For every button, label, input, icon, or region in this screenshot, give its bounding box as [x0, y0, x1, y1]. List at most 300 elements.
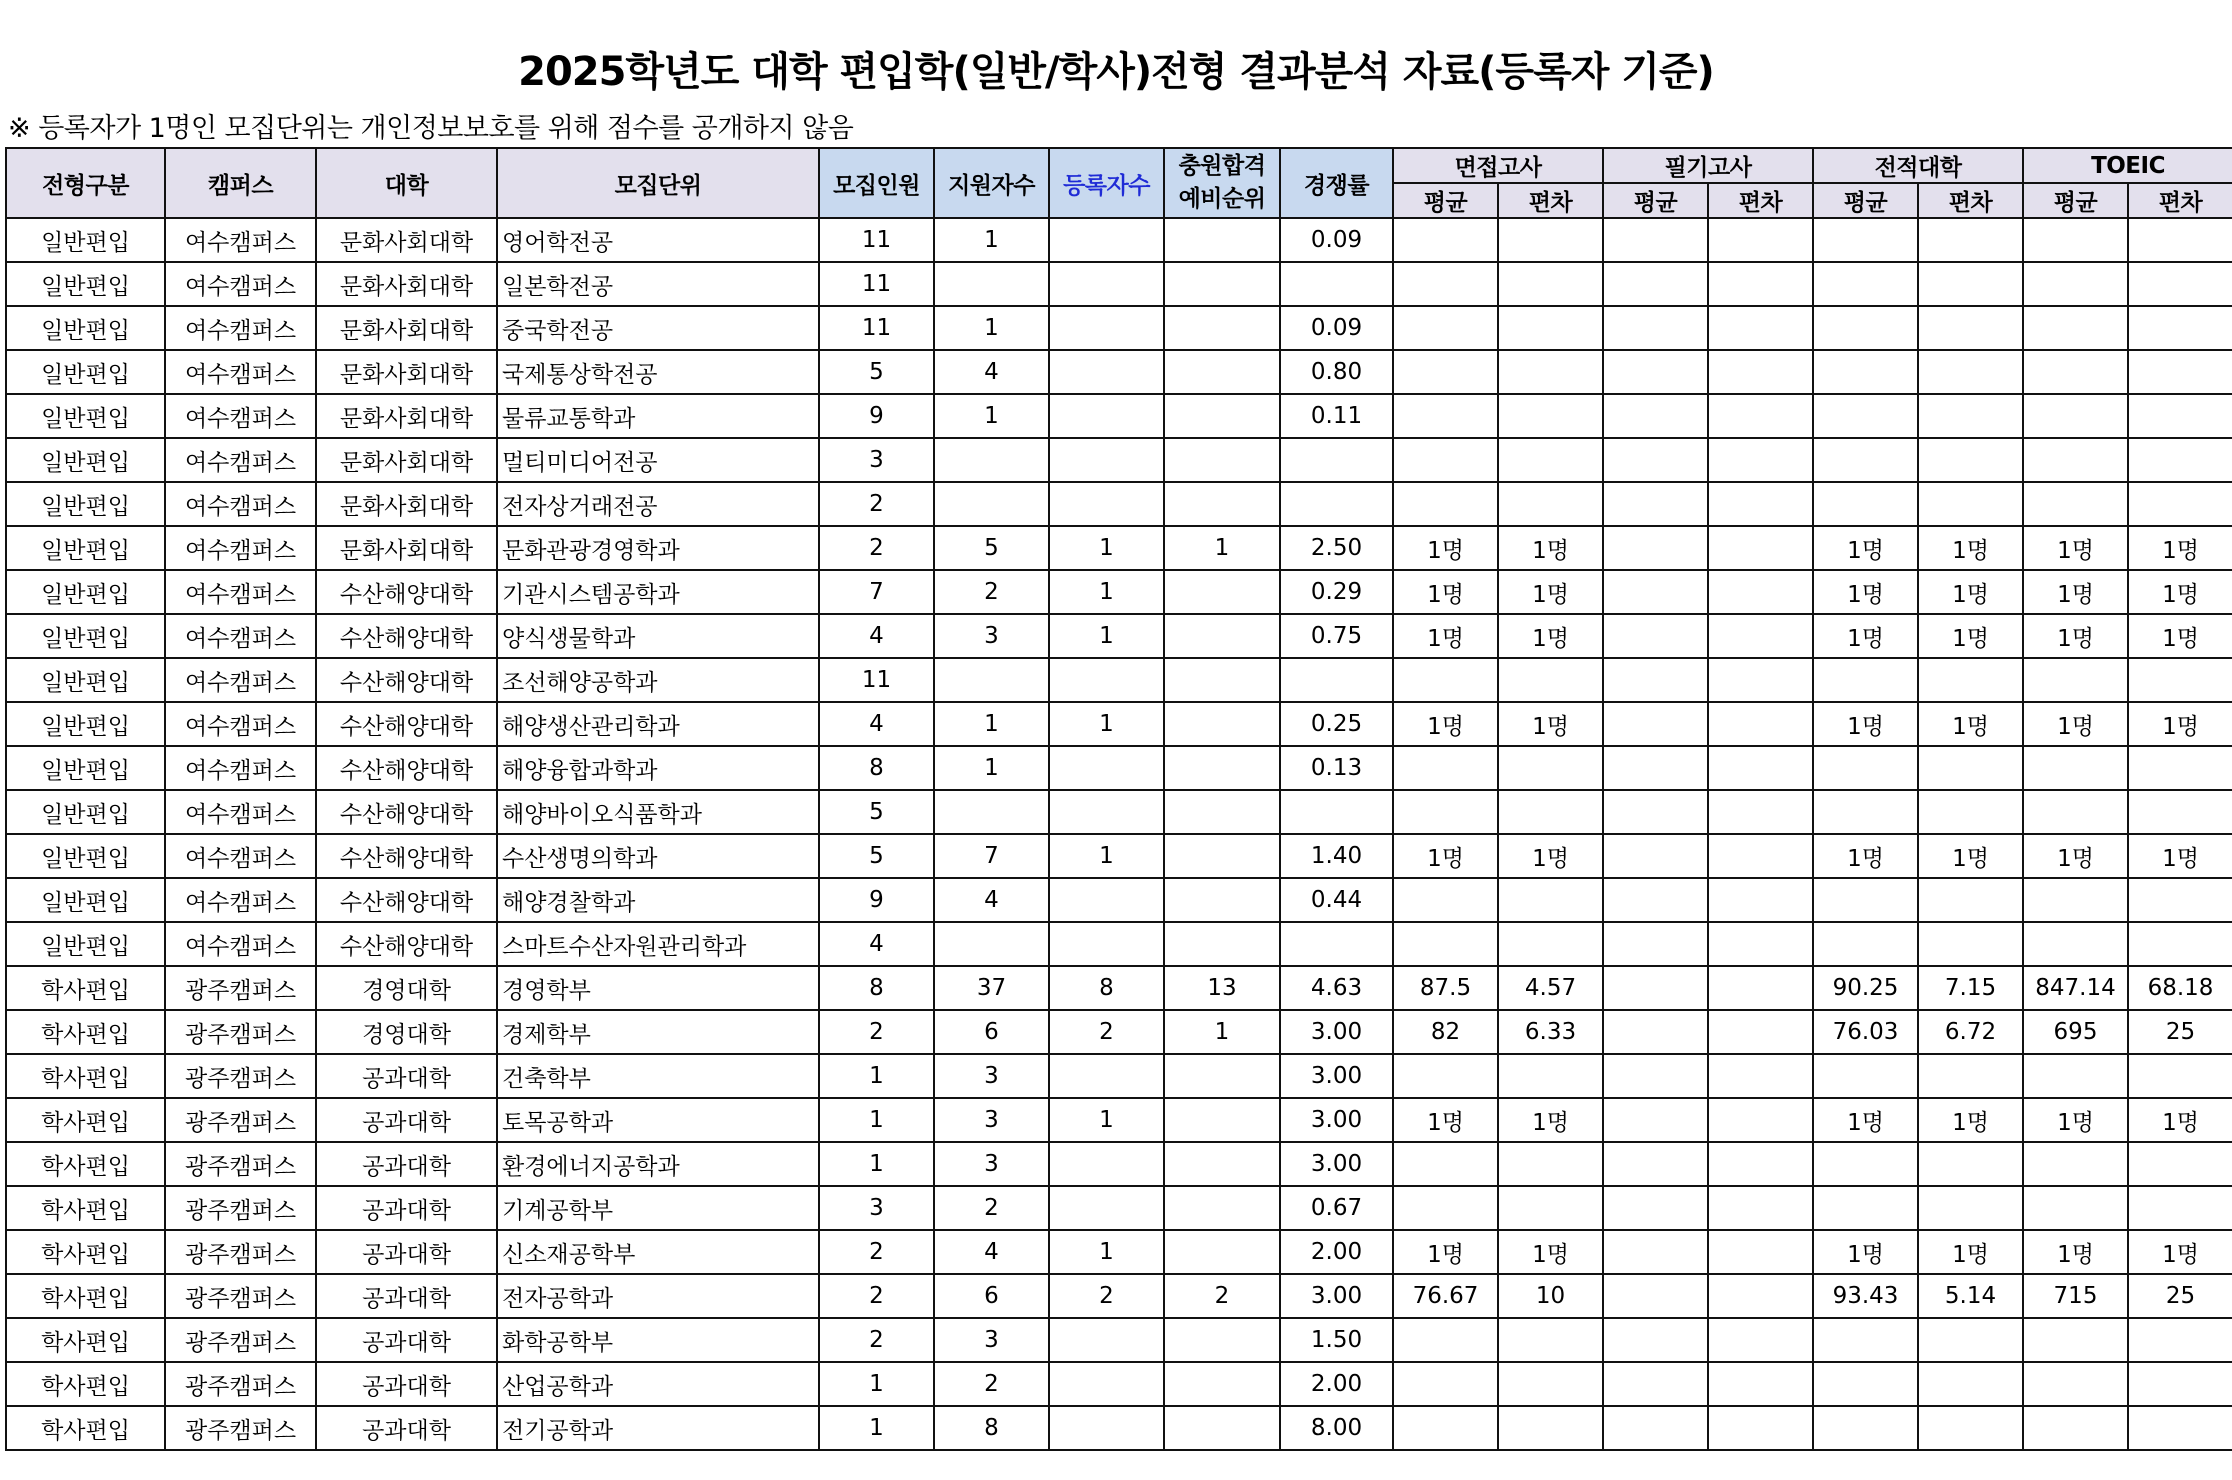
cell-applicants: 3 [934, 1318, 1049, 1362]
header-campus: 캠퍼스 [165, 148, 316, 218]
cell-college: 문화사회대학 [316, 262, 497, 306]
cell-written-avg [1603, 306, 1708, 350]
cell-applicants [934, 790, 1049, 834]
cell-toeic-dev: 1명 [2128, 834, 2232, 878]
cell-applicants: 37 [934, 966, 1049, 1010]
cell-college: 문화사회대학 [316, 350, 497, 394]
cell-unit: 기계공학부 [497, 1186, 819, 1230]
cell-campus: 광주캠퍼스 [165, 1142, 316, 1186]
cell-competition [1280, 438, 1393, 482]
table-row [6, 702, 2232, 746]
cell-written-dev [1708, 1010, 1813, 1054]
cell-toeic-dev: 1명 [2128, 1230, 2232, 1274]
cell-college: 수산해양대학 [316, 658, 497, 702]
cell-unit: 해양융합과학과 [497, 746, 819, 790]
cell-prior-dev: 1명 [1918, 1098, 2023, 1142]
cell-written-avg [1603, 1274, 1708, 1318]
cell-interview-dev [1498, 350, 1603, 394]
cell-competition: 3.00 [1280, 1054, 1393, 1098]
cell-written-dev [1708, 1230, 1813, 1274]
cell-applicants [934, 658, 1049, 702]
header-waitlist [1164, 148, 1280, 218]
cell-quota: 8 [819, 746, 934, 790]
cell-waitlist [1164, 922, 1280, 966]
cell-prior-avg [1813, 262, 1918, 306]
cell-written-avg [1603, 834, 1708, 878]
cell-registered [1049, 658, 1164, 702]
cell-unit: 해양경찰학과 [497, 878, 819, 922]
cell-quota: 2 [819, 1230, 934, 1274]
cell-written-avg [1603, 394, 1708, 438]
cell-quota: 2 [819, 1318, 934, 1362]
cell-unit: 경제학부 [497, 1010, 819, 1054]
cell-toeic-dev [2128, 746, 2232, 790]
cell-interview-avg: 1명 [1393, 526, 1498, 570]
header-prior-dev: 편차 [1918, 183, 2023, 218]
cell-waitlist [1164, 394, 1280, 438]
cell-prior-dev [1918, 218, 2023, 262]
cell-type: 학사편입 [6, 1318, 165, 1362]
cell-prior-dev [1918, 262, 2023, 306]
table-row [6, 262, 2232, 306]
cell-interview-dev [1498, 746, 1603, 790]
cell-interview-avg [1393, 262, 1498, 306]
cell-unit: 전자상거래전공 [497, 482, 819, 526]
cell-prior-dev: 1명 [1918, 526, 2023, 570]
cell-type: 일반편입 [6, 394, 165, 438]
cell-competition: 0.80 [1280, 350, 1393, 394]
header-written: 필기고사 [1603, 148, 1813, 183]
cell-toeic-avg [2023, 350, 2128, 394]
cell-applicants [934, 922, 1049, 966]
cell-toeic-avg [2023, 394, 2128, 438]
cell-prior-avg: 1명 [1813, 1098, 1918, 1142]
cell-written-avg [1603, 482, 1708, 526]
cell-written-dev [1708, 1406, 1813, 1450]
cell-quota: 11 [819, 306, 934, 350]
cell-toeic-avg [2023, 922, 2128, 966]
cell-registered: 2 [1049, 1010, 1164, 1054]
cell-waitlist [1164, 614, 1280, 658]
cell-competition: 1.50 [1280, 1318, 1393, 1362]
cell-quota: 2 [819, 482, 934, 526]
cell-registered [1049, 438, 1164, 482]
cell-interview-dev: 1명 [1498, 570, 1603, 614]
cell-unit: 멀티미디어전공 [497, 438, 819, 482]
cell-college: 경영대학 [316, 966, 497, 1010]
cell-written-dev [1708, 1186, 1813, 1230]
cell-toeic-dev [2128, 306, 2232, 350]
cell-registered: 1 [1049, 1230, 1164, 1274]
header-written-avg: 평균 [1603, 183, 1708, 218]
cell-prior-avg [1813, 438, 1918, 482]
cell-written-dev [1708, 218, 1813, 262]
cell-college: 경영대학 [316, 1010, 497, 1054]
cell-applicants: 3 [934, 1142, 1049, 1186]
cell-type: 학사편입 [6, 1098, 165, 1142]
cell-campus: 여수캠퍼스 [165, 658, 316, 702]
cell-competition: 8.00 [1280, 1406, 1393, 1450]
cell-unit: 경영학부 [497, 966, 819, 1010]
cell-campus: 광주캠퍼스 [165, 1274, 316, 1318]
cell-toeic-avg [2023, 1054, 2128, 1098]
cell-written-avg [1603, 1186, 1708, 1230]
cell-interview-dev [1498, 878, 1603, 922]
cell-written-avg [1603, 1010, 1708, 1054]
cell-registered [1049, 1318, 1164, 1362]
cell-waitlist [1164, 1318, 1280, 1362]
header-interview: 면접고사 [1393, 148, 1603, 183]
cell-competition: 0.29 [1280, 570, 1393, 614]
cell-interview-dev [1498, 922, 1603, 966]
cell-written-avg [1603, 1230, 1708, 1274]
cell-type: 일반편입 [6, 482, 165, 526]
cell-campus: 광주캠퍼스 [165, 1318, 316, 1362]
cell-applicants: 6 [934, 1010, 1049, 1054]
cell-prior-dev: 1명 [1918, 614, 2023, 658]
cell-toeic-avg: 695 [2023, 1010, 2128, 1054]
cell-toeic-dev [2128, 922, 2232, 966]
cell-college: 수산해양대학 [316, 790, 497, 834]
cell-prior-avg [1813, 482, 1918, 526]
cell-registered: 1 [1049, 834, 1164, 878]
cell-competition: 3.00 [1280, 1142, 1393, 1186]
cell-registered [1049, 350, 1164, 394]
cell-written-dev [1708, 702, 1813, 746]
cell-prior-dev: 6.72 [1918, 1010, 2023, 1054]
cell-toeic-dev: 1명 [2128, 702, 2232, 746]
cell-college: 수산해양대학 [316, 570, 497, 614]
cell-written-dev [1708, 1142, 1813, 1186]
cell-waitlist [1164, 1186, 1280, 1230]
cell-applicants: 2 [934, 570, 1049, 614]
cell-written-avg [1603, 438, 1708, 482]
cell-interview-dev [1498, 790, 1603, 834]
header-interview-dev: 편차 [1498, 183, 1603, 218]
cell-toeic-avg [2023, 1186, 2128, 1230]
cell-prior-avg [1813, 306, 1918, 350]
cell-competition: 2.00 [1280, 1230, 1393, 1274]
cell-interview-dev [1498, 1318, 1603, 1362]
cell-applicants: 1 [934, 218, 1049, 262]
cell-type: 일반편입 [6, 658, 165, 702]
cell-written-dev [1708, 482, 1813, 526]
cell-unit: 전자공학과 [497, 1274, 819, 1318]
cell-applicants: 4 [934, 350, 1049, 394]
cell-interview-dev [1498, 658, 1603, 702]
cell-waitlist [1164, 262, 1280, 306]
cell-campus: 여수캠퍼스 [165, 526, 316, 570]
cell-applicants: 4 [934, 1230, 1049, 1274]
cell-type: 일반편입 [6, 878, 165, 922]
header-college: 대학 [316, 148, 497, 218]
cell-prior-dev: 1명 [1918, 702, 2023, 746]
cell-quota: 1 [819, 1098, 934, 1142]
cell-interview-dev [1498, 1186, 1603, 1230]
cell-competition: 3.00 [1280, 1274, 1393, 1318]
cell-interview-avg: 87.5 [1393, 966, 1498, 1010]
cell-competition: 2.00 [1280, 1362, 1393, 1406]
cell-written-avg [1603, 1142, 1708, 1186]
header-prior-avg: 평균 [1813, 183, 1918, 218]
cell-unit: 건축학부 [497, 1054, 819, 1098]
cell-registered [1049, 922, 1164, 966]
cell-campus: 여수캠퍼스 [165, 306, 316, 350]
cell-prior-avg [1813, 1318, 1918, 1362]
cell-prior-avg: 1명 [1813, 702, 1918, 746]
cell-applicants: 7 [934, 834, 1049, 878]
cell-unit: 산업공학과 [497, 1362, 819, 1406]
results-table [5, 147, 2232, 1451]
cell-type: 일반편입 [6, 922, 165, 966]
cell-unit: 일본학전공 [497, 262, 819, 306]
cell-written-dev [1708, 1362, 1813, 1406]
cell-prior-dev [1918, 438, 2023, 482]
cell-campus: 여수캠퍼스 [165, 438, 316, 482]
cell-applicants: 3 [934, 614, 1049, 658]
cell-toeic-dev: 1명 [2128, 1098, 2232, 1142]
cell-campus: 여수캠퍼스 [165, 482, 316, 526]
cell-waitlist [1164, 570, 1280, 614]
table-row [6, 1362, 2232, 1406]
cell-quota: 2 [819, 1274, 934, 1318]
cell-toeic-avg: 1명 [2023, 702, 2128, 746]
table-row [6, 922, 2232, 966]
cell-written-dev [1708, 394, 1813, 438]
cell-prior-avg [1813, 350, 1918, 394]
cell-prior-dev [1918, 1406, 2023, 1450]
cell-applicants: 1 [934, 306, 1049, 350]
cell-waitlist [1164, 306, 1280, 350]
cell-written-avg [1603, 922, 1708, 966]
cell-quota: 9 [819, 878, 934, 922]
cell-waitlist [1164, 1230, 1280, 1274]
table-row [6, 1274, 2232, 1318]
cell-toeic-avg: 1명 [2023, 1230, 2128, 1274]
cell-waitlist [1164, 746, 1280, 790]
cell-type: 학사편입 [6, 1142, 165, 1186]
cell-toeic-dev: 25 [2128, 1274, 2232, 1318]
header-waitlist-line2: 예비순위 [1178, 186, 1266, 212]
cell-college: 수산해양대학 [316, 922, 497, 966]
cell-toeic-avg [2023, 1318, 2128, 1362]
cell-unit: 전기공학과 [497, 1406, 819, 1450]
cell-interview-avg [1393, 1142, 1498, 1186]
cell-waitlist [1164, 482, 1280, 526]
cell-unit: 물류교통학과 [497, 394, 819, 438]
cell-campus: 광주캠퍼스 [165, 1230, 316, 1274]
cell-prior-avg: 1명 [1813, 1230, 1918, 1274]
cell-quota: 3 [819, 1186, 934, 1230]
header-applicants: 지원자수 [934, 148, 1049, 218]
cell-competition [1280, 790, 1393, 834]
table-row [6, 1010, 2232, 1054]
cell-registered [1049, 1142, 1164, 1186]
cell-quota: 1 [819, 1406, 934, 1450]
cell-prior-avg [1813, 746, 1918, 790]
cell-written-dev [1708, 966, 1813, 1010]
cell-interview-avg: 1명 [1393, 834, 1498, 878]
cell-registered: 1 [1049, 614, 1164, 658]
cell-interview-avg [1393, 878, 1498, 922]
cell-campus: 여수캠퍼스 [165, 614, 316, 658]
table-row [6, 218, 2232, 262]
cell-prior-dev [1918, 1186, 2023, 1230]
cell-interview-dev: 1명 [1498, 1098, 1603, 1142]
cell-waitlist: 2 [1164, 1274, 1280, 1318]
cell-applicants [934, 482, 1049, 526]
cell-unit: 토목공학과 [497, 1098, 819, 1142]
cell-toeic-dev [2128, 1406, 2232, 1450]
cell-waitlist [1164, 1362, 1280, 1406]
cell-competition [1280, 262, 1393, 306]
cell-written-dev [1708, 306, 1813, 350]
cell-quota: 11 [819, 218, 934, 262]
cell-college: 공과대학 [316, 1054, 497, 1098]
cell-written-avg [1603, 218, 1708, 262]
table-row [6, 1318, 2232, 1362]
cell-college: 문화사회대학 [316, 482, 497, 526]
cell-written-avg [1603, 1406, 1708, 1450]
cell-written-dev [1708, 1318, 1813, 1362]
cell-written-avg [1603, 878, 1708, 922]
cell-interview-dev [1498, 438, 1603, 482]
header-competition: 경쟁률 [1280, 148, 1393, 218]
cell-toeic-avg: 715 [2023, 1274, 2128, 1318]
cell-waitlist [1164, 350, 1280, 394]
cell-type: 일반편입 [6, 350, 165, 394]
header-written-dev: 편차 [1708, 183, 1813, 218]
cell-quota: 3 [819, 438, 934, 482]
cell-toeic-avg [2023, 790, 2128, 834]
cell-prior-avg [1813, 790, 1918, 834]
cell-prior-dev [1918, 394, 2023, 438]
cell-interview-dev [1498, 1362, 1603, 1406]
cell-campus: 광주캠퍼스 [165, 1406, 316, 1450]
cell-toeic-avg: 1명 [2023, 570, 2128, 614]
cell-campus: 여수캠퍼스 [165, 746, 316, 790]
cell-prior-avg [1813, 218, 1918, 262]
table-row [6, 1186, 2232, 1230]
cell-applicants: 2 [934, 1186, 1049, 1230]
table-row [6, 1142, 2232, 1186]
cell-applicants: 2 [934, 1362, 1049, 1406]
cell-campus: 여수캠퍼스 [165, 702, 316, 746]
cell-prior-dev [1918, 1142, 2023, 1186]
cell-toeic-avg [2023, 218, 2128, 262]
cell-quota: 5 [819, 790, 934, 834]
cell-campus: 여수캠퍼스 [165, 262, 316, 306]
cell-quota: 5 [819, 834, 934, 878]
cell-competition [1280, 922, 1393, 966]
cell-interview-dev [1498, 1406, 1603, 1450]
cell-written-avg [1603, 658, 1708, 702]
cell-prior-avg [1813, 394, 1918, 438]
cell-unit: 조선해양공학과 [497, 658, 819, 702]
cell-competition: 0.25 [1280, 702, 1393, 746]
table-body [6, 218, 2232, 1450]
cell-competition: 4.63 [1280, 966, 1393, 1010]
cell-college: 수산해양대학 [316, 878, 497, 922]
cell-campus: 여수캠퍼스 [165, 790, 316, 834]
cell-competition: 0.44 [1280, 878, 1393, 922]
cell-registered: 1 [1049, 1098, 1164, 1142]
cell-prior-avg [1813, 1186, 1918, 1230]
table-row [6, 878, 2232, 922]
cell-toeic-avg: 847.14 [2023, 966, 2128, 1010]
cell-prior-dev: 5.14 [1918, 1274, 2023, 1318]
cell-written-dev [1708, 790, 1813, 834]
cell-applicants: 3 [934, 1098, 1049, 1142]
cell-campus: 광주캠퍼스 [165, 1186, 316, 1230]
cell-quota: 1 [819, 1362, 934, 1406]
cell-prior-avg [1813, 1406, 1918, 1450]
cell-written-dev [1708, 570, 1813, 614]
cell-competition: 3.00 [1280, 1098, 1393, 1142]
cell-prior-avg [1813, 1362, 1918, 1406]
cell-applicants: 4 [934, 878, 1049, 922]
cell-written-dev [1708, 1098, 1813, 1142]
table-row [6, 1098, 2232, 1142]
cell-campus: 여수캠퍼스 [165, 350, 316, 394]
cell-campus: 광주캠퍼스 [165, 1362, 316, 1406]
cell-interview-avg [1393, 922, 1498, 966]
cell-interview-dev [1498, 306, 1603, 350]
cell-type: 일반편입 [6, 526, 165, 570]
cell-prior-dev [1918, 1362, 2023, 1406]
cell-college: 공과대학 [316, 1098, 497, 1142]
cell-written-avg [1603, 1098, 1708, 1142]
cell-written-avg [1603, 966, 1708, 1010]
cell-unit: 중국학전공 [497, 306, 819, 350]
cell-college: 수산해양대학 [316, 702, 497, 746]
cell-prior-avg: 76.03 [1813, 1010, 1918, 1054]
cell-toeic-dev [2128, 262, 2232, 306]
cell-written-avg [1603, 746, 1708, 790]
cell-campus: 광주캠퍼스 [165, 1010, 316, 1054]
cell-quota: 2 [819, 1010, 934, 1054]
cell-unit: 국제통상학전공 [497, 350, 819, 394]
cell-interview-dev: 1명 [1498, 526, 1603, 570]
cell-waitlist [1164, 1054, 1280, 1098]
cell-college: 공과대학 [316, 1142, 497, 1186]
cell-unit: 양식생물학과 [497, 614, 819, 658]
cell-interview-dev: 1명 [1498, 1230, 1603, 1274]
cell-registered [1049, 1186, 1164, 1230]
cell-waitlist [1164, 790, 1280, 834]
cell-prior-avg: 1명 [1813, 834, 1918, 878]
cell-waitlist [1164, 438, 1280, 482]
cell-campus: 광주캠퍼스 [165, 966, 316, 1010]
cell-registered [1049, 306, 1164, 350]
table-row [6, 350, 2232, 394]
cell-prior-dev [1918, 790, 2023, 834]
cell-type: 일반편입 [6, 306, 165, 350]
cell-interview-avg: 76.67 [1393, 1274, 1498, 1318]
cell-interview-dev [1498, 394, 1603, 438]
cell-quota: 8 [819, 966, 934, 1010]
header-toeic: TOEIC [2023, 148, 2232, 183]
cell-college: 문화사회대학 [316, 218, 497, 262]
cell-unit: 스마트수산자원관리학과 [497, 922, 819, 966]
cell-quota: 4 [819, 702, 934, 746]
cell-type: 일반편입 [6, 790, 165, 834]
cell-toeic-dev: 25 [2128, 1010, 2232, 1054]
cell-toeic-avg [2023, 438, 2128, 482]
cell-written-avg [1603, 262, 1708, 306]
cell-toeic-dev [2128, 1054, 2232, 1098]
cell-applicants [934, 262, 1049, 306]
